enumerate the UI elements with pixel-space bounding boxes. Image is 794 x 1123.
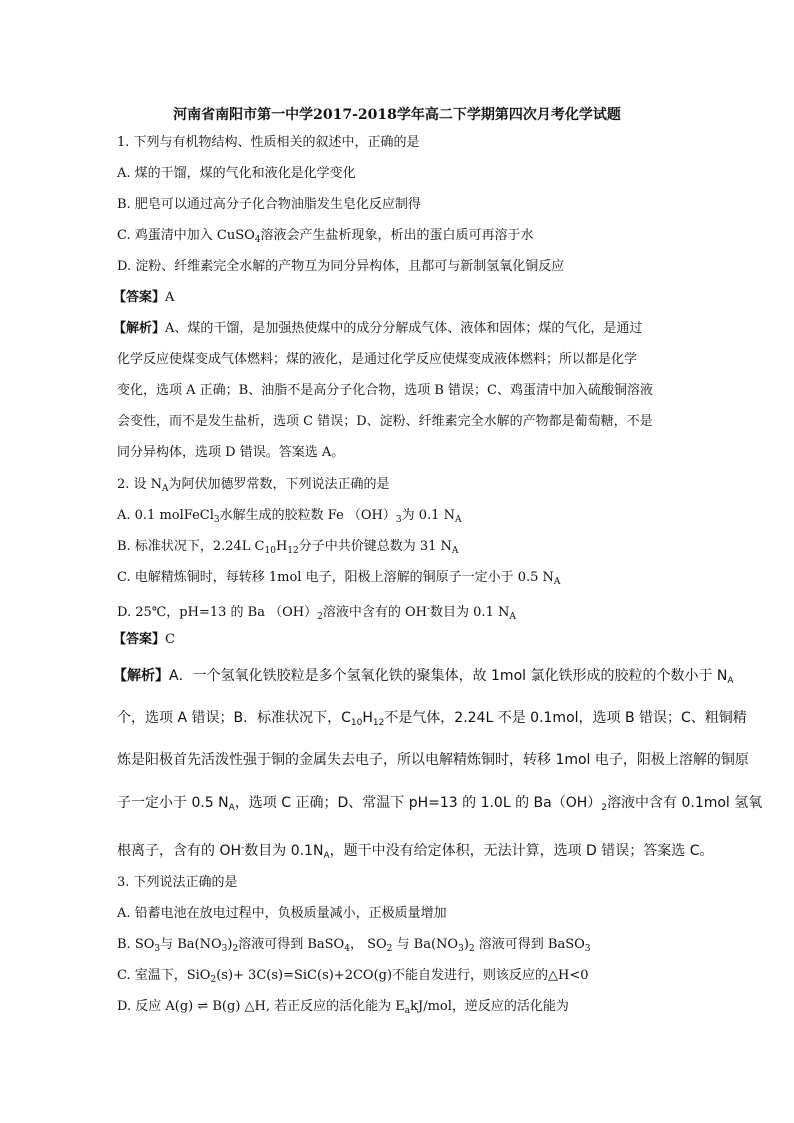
question-1-analysis-line-5: 同分异构体，选项 D 错误。答案选 A。 xyxy=(117,445,345,460)
subscript: A xyxy=(228,803,235,813)
text-run: ， SO xyxy=(349,937,387,952)
text-run: ) xyxy=(227,937,233,952)
question-3-option-a: A. 铅蓄电池在放电过程中，负极质量减小，正极质量增加 xyxy=(117,906,447,921)
superscript: - xyxy=(426,604,431,614)
text-run: 溶液中含有 0.1mol 氢氧 xyxy=(607,795,763,811)
question-3-option-d xyxy=(117,999,569,1019)
question-1-option-a: A. 煤的干馏，煤的气化和液化是化学变化 xyxy=(117,166,356,181)
subscript: A xyxy=(454,515,462,525)
subscript: a xyxy=(404,1006,411,1016)
question-2-analysis-line-3: 炼是阳极首先活泼性强于铜的金属失去电子，所以电解精炼铜时，转移 1mol 电子，阳极上溶解的铜原 xyxy=(117,752,749,768)
subscript: A xyxy=(509,612,516,622)
text-run: 数目为 0.1N xyxy=(244,843,324,859)
subscript: 12 xyxy=(372,718,385,728)
question-1-analysis-line-3: 变化，选项 A 正确；B、油脂不是高分子化合物，选项 B 错误；C、鸡蛋清中加入硫酸铜溶液 xyxy=(117,383,653,398)
text-run: D. 25℃，pH=13 的 Ba （OH） xyxy=(117,605,318,620)
text-run: 2. 设 N xyxy=(117,477,163,492)
subscript: 2 xyxy=(468,944,475,954)
text-run: 溶液会产生盐析现象，析出的蛋白质可再溶于水 xyxy=(260,228,534,243)
question-2-option-c xyxy=(117,570,560,590)
question-2-option-a xyxy=(117,508,461,528)
text-run: H xyxy=(275,539,288,554)
question-3-option-b xyxy=(117,937,591,957)
text-run: H xyxy=(362,710,373,726)
exam-title: 河南省南阳市第一中学2017-2018学年高二下学期第四次月考化学试题 xyxy=(173,107,621,123)
question-2-answer xyxy=(113,632,175,648)
text-run: 溶液中含有的 OH xyxy=(322,605,427,620)
answer-value: C xyxy=(165,632,175,647)
subscript: 3 xyxy=(395,515,402,525)
question-2-option-d xyxy=(117,601,516,625)
question-1-answer xyxy=(113,290,174,306)
question-3-stem: 3. 下列说法正确的是 xyxy=(117,875,238,890)
question-2-analysis-line-5 xyxy=(117,840,714,864)
text-run: 根离子，含有的 OH xyxy=(117,843,241,859)
text-run: 数目为 0.1 N xyxy=(430,605,510,620)
subscript: A xyxy=(553,577,561,587)
question-1-analysis-line-2: 化学反应使煤变成气体燃料；煤的液化，是通过化学反应使煤变成液体燃料；所以都是化学 xyxy=(117,352,638,367)
text-run: 与 Ba(NO xyxy=(392,937,459,952)
question-3-option-c xyxy=(117,968,589,988)
text-run: 溶液可得到 BaSO xyxy=(474,937,585,952)
subscript: 4 xyxy=(254,235,261,245)
subscript: 3 xyxy=(584,944,591,954)
question-1-option-d: D. 淀粉、纤维素完全水解的产物互为同分异构体，且都可与新制氢氧化铜反应 xyxy=(117,259,565,274)
subscript: 2 xyxy=(386,944,393,954)
text-run: C. 鸡蛋清中加入 CuSO xyxy=(117,228,255,243)
question-1-analysis-line-4: 会变性，而不是发生盐析，选项 C 错误；D、淀粉、纤维素完全水解的产物都是葡萄糖，不是 xyxy=(117,414,653,429)
subscript: 4 xyxy=(344,944,350,954)
text-run: ) xyxy=(463,937,469,952)
subscript: 2 xyxy=(317,612,323,622)
subscript: 2 xyxy=(210,975,217,985)
text-run: 水解生成的胶粒数 Fe （OH） xyxy=(219,508,396,523)
text-run: ，选项 C 正确；D、常温下 pH=13 的 1.0L 的 Ba（OH） xyxy=(234,795,602,811)
text-run: 溶液可得到 BaSO xyxy=(238,937,345,952)
text-run: B. SO xyxy=(117,937,155,952)
text-run: 个，选项 A 错误；B．标准状况下，C xyxy=(117,710,351,726)
text-run: B. 标准状况下，2.24L C xyxy=(117,539,265,554)
subscript: A xyxy=(451,546,459,556)
text-run: 与 Ba(NO xyxy=(160,937,222,952)
text-run: 分子中共价键总数为 31 N xyxy=(298,539,452,554)
answer-label: 【答案】 xyxy=(113,290,166,305)
subscript: 12 xyxy=(287,546,299,556)
question-2-analysis-line-2 xyxy=(117,710,747,731)
text-run: 为 0.1 N xyxy=(401,508,455,523)
text-run: A. 0.1 molFeCl xyxy=(117,508,214,523)
analysis-text: A、煤的干馏，是加强热使煤中的成分分解成气体、液体和固体；煤的气化，是通过 xyxy=(165,321,643,336)
subscript: 2 xyxy=(232,944,239,954)
subscript: 3 xyxy=(213,515,220,525)
text-run: 子一定小于 0.5 N xyxy=(117,795,229,811)
text-run: (s)+ 3C(s)=SiC(s)+2CO(g)不能自发进行，则该反应的△H<0 xyxy=(216,968,589,983)
answer-value: A xyxy=(165,290,175,305)
text-run: C. 室温下，SiO xyxy=(117,968,211,983)
text-run: kJ/mol，逆反应的活化能为 xyxy=(410,999,569,1014)
question-2-analysis-line-1 xyxy=(113,668,734,689)
subscript: 2 xyxy=(601,803,608,813)
text-run: D. 反应 A(g) ⇌ B(g) △H, 若正反应的活化能为 E xyxy=(117,999,405,1014)
question-1-option-b: B. 肥皂可以通过高分子化合物油脂发生皂化反应制得 xyxy=(117,197,421,212)
subscript: A xyxy=(323,851,330,861)
text-run: C. 电解精炼铜时，每转移 1mol 电子，阳极上溶解的铜原子一定小于 0.5 N xyxy=(117,570,554,585)
answer-label: 【答案】 xyxy=(113,632,166,647)
subscript: A xyxy=(162,484,169,494)
subscript: A xyxy=(727,676,734,686)
subscript: 10 xyxy=(264,546,276,556)
analysis-label: 【解析】 xyxy=(113,668,169,684)
text-run: A．一个氢氧化铁胶粒是多个氢氧化铁的聚集体，故 1mol 氯化铁形成的胶粒的个数小于 N xyxy=(169,668,728,684)
superscript: - xyxy=(241,843,245,853)
text-run: 不是气体，2.24L 不是 0.1mol，选项 B 错误；C、粗铜精 xyxy=(384,710,747,726)
question-1-analysis-line-1 xyxy=(113,321,642,337)
question-2-stem xyxy=(117,477,390,497)
question-1-stem: 1. 下列与有机物结构、性质相关的叙述中，正确的是 xyxy=(117,135,420,150)
question-1-option-c xyxy=(117,228,534,248)
subscript: 3 xyxy=(154,944,161,954)
subscript: 3 xyxy=(221,944,228,954)
text-run: ，题干中没有给定体积，无法计算，选项 D 错误；答案选 C。 xyxy=(329,843,714,859)
analysis-label: 【解析】 xyxy=(113,321,166,336)
subscript: 10 xyxy=(350,718,363,728)
subscript: 3 xyxy=(458,944,464,954)
question-2-option-b xyxy=(117,539,458,559)
question-2-analysis-line-4 xyxy=(117,795,762,816)
text-run: 为阿伏加德罗常数，下列说法正确的是 xyxy=(168,477,390,492)
